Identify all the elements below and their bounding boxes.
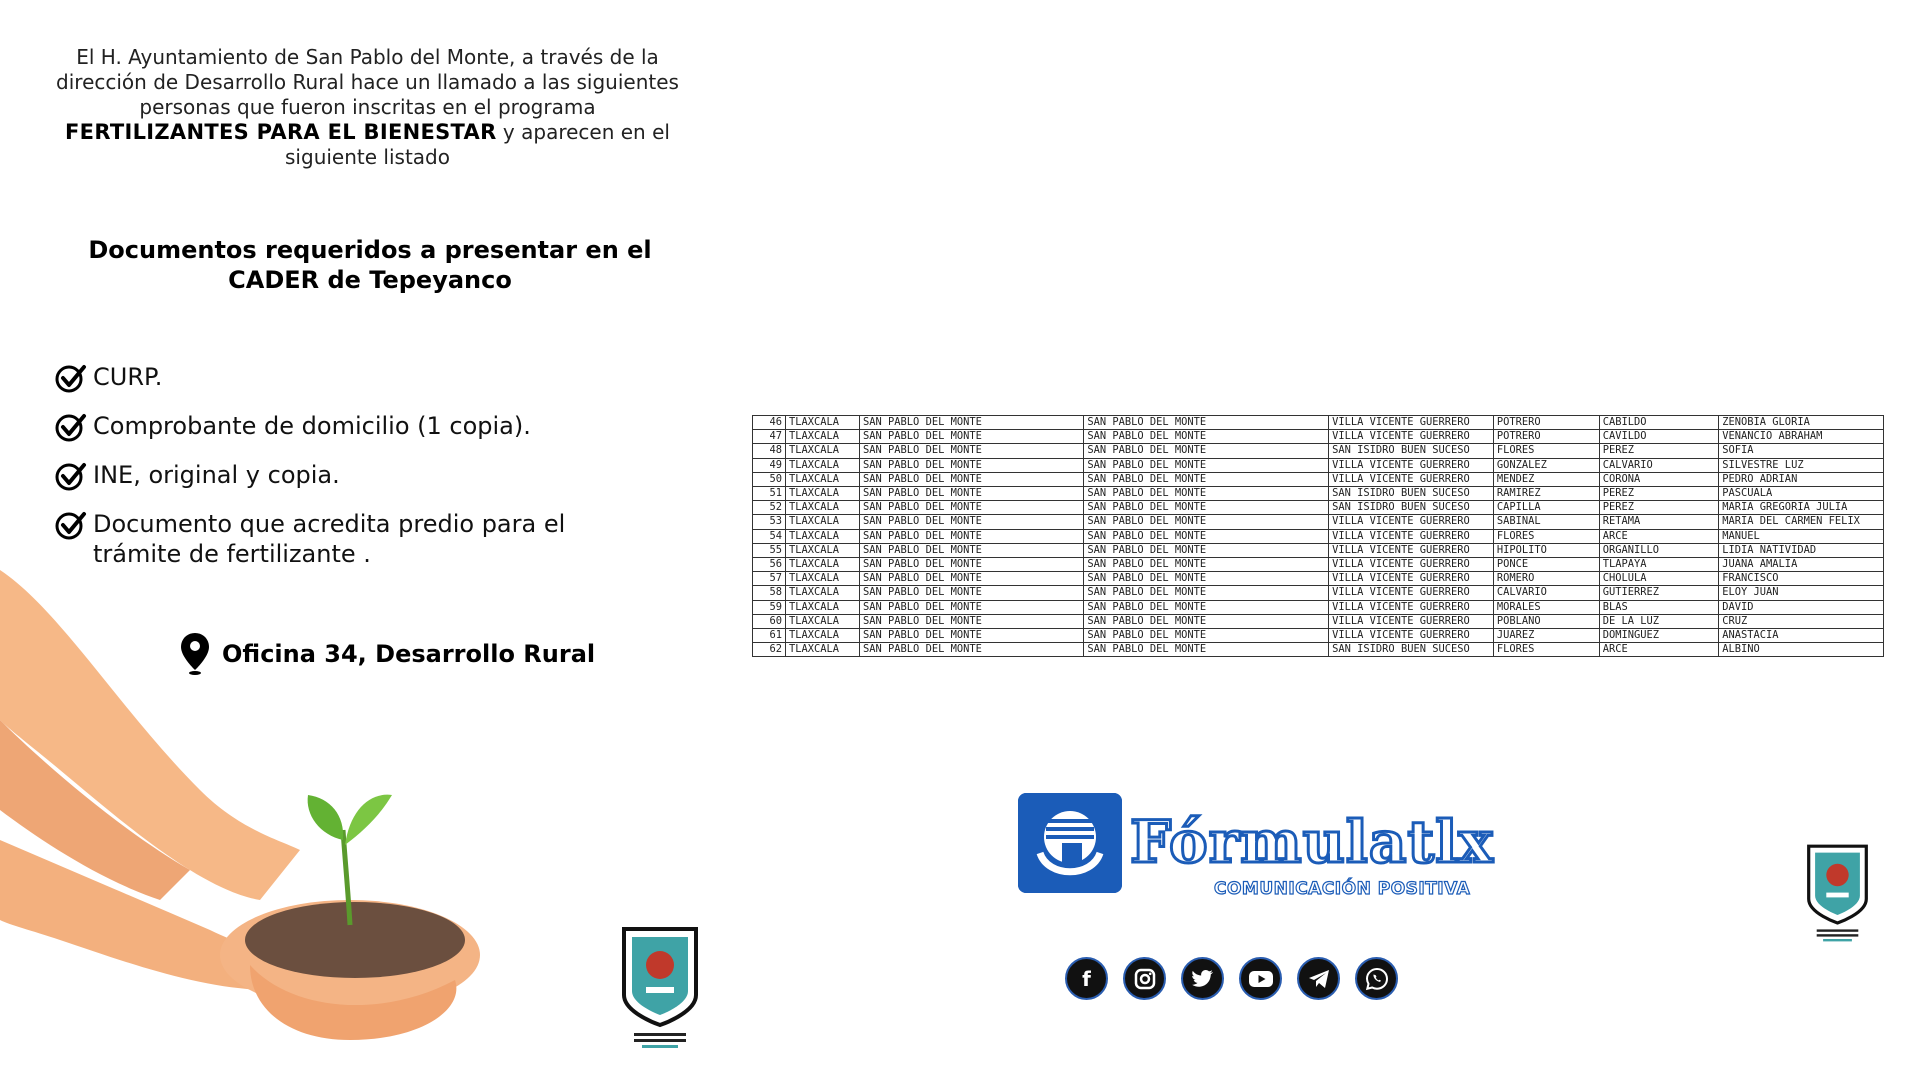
program-name: FERTILIZANTES PARA EL BIENESTAR xyxy=(65,120,497,144)
table-row xyxy=(753,430,1884,444)
table-cell: ARCE xyxy=(1599,529,1719,543)
table-cell: TLAXCALA xyxy=(786,416,860,430)
table-cell: SAN PABLO DEL MONTE xyxy=(1084,529,1329,543)
table-cell: FLORES xyxy=(1493,529,1599,543)
table-cell: 50 xyxy=(753,472,786,486)
table-cell: SAN PABLO DEL MONTE xyxy=(860,515,1084,529)
table-cell: VILLA VICENTE GUERRERO xyxy=(1329,472,1494,486)
table-cell: TLAXCALA xyxy=(786,444,860,458)
table-cell: GUTIERREZ xyxy=(1599,586,1719,600)
table-cell: JUANA AMALIA xyxy=(1719,558,1884,572)
requirement-item xyxy=(55,509,615,569)
documents-title xyxy=(85,235,655,295)
requirement-text: CURP. xyxy=(93,363,163,391)
table-cell: POTRERO xyxy=(1493,416,1599,430)
table-row xyxy=(753,629,1884,643)
table-cell: FLORES xyxy=(1493,643,1599,657)
checkmark-icon xyxy=(55,362,87,394)
table-cell: SAN PABLO DEL MONTE xyxy=(1084,600,1329,614)
table-cell: CRUZ xyxy=(1719,614,1884,628)
table-cell: ELOY JUAN xyxy=(1719,586,1884,600)
table-cell: SAN PABLO DEL MONTE xyxy=(860,430,1084,444)
table-cell: TLAXCALA xyxy=(786,430,860,444)
table-cell: SAN ISIDRO BUEN SUCESO xyxy=(1329,643,1494,657)
table-row xyxy=(753,586,1884,600)
table-cell: CORONA xyxy=(1599,472,1719,486)
table-cell: SAN PABLO DEL MONTE xyxy=(860,643,1084,657)
table-cell: CALVARIO xyxy=(1599,458,1719,472)
table-cell: VILLA VICENTE GUERRERO xyxy=(1329,629,1494,643)
table-cell: 51 xyxy=(753,487,786,501)
table-cell: 56 xyxy=(753,558,786,572)
facebook-icon[interactable]: f xyxy=(1065,957,1108,1000)
table-cell: 49 xyxy=(753,458,786,472)
table-cell: SAN PABLO DEL MONTE xyxy=(1084,501,1329,515)
checkmark-icon xyxy=(55,509,87,541)
table-cell: ANASTACIA xyxy=(1719,629,1884,643)
documents-title-line-2: CADER de Tepeyanco xyxy=(228,266,512,294)
table-cell: JUAREZ xyxy=(1493,629,1599,643)
table-cell: RETAMA xyxy=(1599,515,1719,529)
table-row xyxy=(753,458,1884,472)
table-cell: SILVESTRE LUZ xyxy=(1719,458,1884,472)
table-cell: 48 xyxy=(753,444,786,458)
table-cell: VILLA VICENTE GUERRERO xyxy=(1329,558,1494,572)
table-cell: PASCUALA xyxy=(1719,487,1884,501)
table-cell: SAN PABLO DEL MONTE xyxy=(1084,515,1329,529)
table-cell: SAN PABLO DEL MONTE xyxy=(1084,430,1329,444)
table-cell: SAN PABLO DEL MONTE xyxy=(1084,472,1329,486)
twitter-icon[interactable] xyxy=(1181,957,1224,1000)
table-cell: VILLA VICENTE GUERRERO xyxy=(1329,543,1494,557)
table-cell: TLAXCALA xyxy=(786,643,860,657)
table-cell: FLORES xyxy=(1493,444,1599,458)
table-cell: ZENOBIA GLORIA xyxy=(1719,416,1884,430)
table-row xyxy=(753,543,1884,557)
requirements-list xyxy=(55,362,615,586)
table-cell: CHOLULA xyxy=(1599,572,1719,586)
table-cell: SAN PABLO DEL MONTE xyxy=(860,572,1084,586)
checkmark-icon xyxy=(55,411,87,443)
table-cell: VILLA VICENTE GUERRERO xyxy=(1329,614,1494,628)
table-row xyxy=(753,600,1884,614)
beneficiary-table xyxy=(752,415,1884,675)
table-cell: CAPILLA xyxy=(1493,501,1599,515)
table-cell: ORGANILLO xyxy=(1599,543,1719,557)
table-cell: SAN PABLO DEL MONTE xyxy=(1084,458,1329,472)
table-cell: MARIA DEL CARMEN FELIX xyxy=(1719,515,1884,529)
formulatlx-logo-icon xyxy=(1018,793,1122,893)
table-row xyxy=(753,643,1884,657)
table-cell: VILLA VICENTE GUERRERO xyxy=(1329,430,1494,444)
table-cell: TLAXCALA xyxy=(786,515,860,529)
table-cell: SAN PABLO DEL MONTE xyxy=(1084,416,1329,430)
office-text: Oficina 34, Desarrollo Rural xyxy=(222,640,596,668)
table-cell: CABILDO xyxy=(1599,416,1719,430)
table-cell: 59 xyxy=(753,600,786,614)
table-cell: SAN PABLO DEL MONTE xyxy=(860,629,1084,643)
table-cell: 58 xyxy=(753,586,786,600)
table-cell: ARCE xyxy=(1599,643,1719,657)
table-cell: PEREZ xyxy=(1599,487,1719,501)
table-cell: VILLA VICENTE GUERRERO xyxy=(1329,600,1494,614)
table-row xyxy=(753,416,1884,430)
table-cell: ROMERO xyxy=(1493,572,1599,586)
formulatlx-brand xyxy=(1018,793,1494,903)
table-cell: TLAXCALA xyxy=(786,586,860,600)
table-cell: SAN ISIDRO BUEN SUCESO xyxy=(1329,501,1494,515)
table-row xyxy=(753,501,1884,515)
table-cell: 52 xyxy=(753,501,786,515)
table-cell: CALVARIO xyxy=(1493,586,1599,600)
table-cell: 57 xyxy=(753,572,786,586)
table-cell: TLAXCALA xyxy=(786,543,860,557)
table-cell: CAVILDO xyxy=(1599,430,1719,444)
requirement-text: INE, original y copia. xyxy=(93,461,340,489)
table-cell: 55 xyxy=(753,543,786,557)
table-cell: TLAXCALA xyxy=(786,614,860,628)
table-cell: SAN PABLO DEL MONTE xyxy=(860,529,1084,543)
requirement-item xyxy=(55,460,615,492)
table-cell: 53 xyxy=(753,515,786,529)
requirement-item xyxy=(55,411,615,443)
youtube-icon[interactable] xyxy=(1239,957,1282,1000)
roster-body xyxy=(753,416,1884,657)
table-cell: VILLA VICENTE GUERRERO xyxy=(1329,515,1494,529)
table-cell: TLAXCALA xyxy=(786,501,860,515)
table-cell: HIPOLITO xyxy=(1493,543,1599,557)
table-cell: FRANCISCO xyxy=(1719,572,1884,586)
intro-paragraph xyxy=(40,45,695,170)
table-cell: DE LA LUZ xyxy=(1599,614,1719,628)
table-cell: SAN PABLO DEL MONTE xyxy=(860,501,1084,515)
table-cell: 54 xyxy=(753,529,786,543)
table-cell: MORALES xyxy=(1493,600,1599,614)
table-cell: VILLA VICENTE GUERRERO xyxy=(1329,572,1494,586)
table-cell: SAN PABLO DEL MONTE xyxy=(1084,543,1329,557)
table-cell: PONCE xyxy=(1493,558,1599,572)
table-row xyxy=(753,472,1884,486)
table-cell: SAN ISIDRO BUEN SUCESO xyxy=(1329,487,1494,501)
table-row xyxy=(753,558,1884,572)
municipal-seal-logo xyxy=(1805,843,1870,943)
table-cell: TLAXCALA xyxy=(786,600,860,614)
table-row xyxy=(753,487,1884,501)
table-cell: TLAXCALA xyxy=(786,472,860,486)
table-cell: GONZALEZ xyxy=(1493,458,1599,472)
table-cell: VENANCIO ABRAHAM xyxy=(1719,430,1884,444)
table-cell: SAN PABLO DEL MONTE xyxy=(860,543,1084,557)
table-cell: 62 xyxy=(753,643,786,657)
table-cell: SAN PABLO DEL MONTE xyxy=(860,472,1084,486)
whatsapp-icon[interactable] xyxy=(1355,957,1398,1000)
intro-line-5: siguiente listado xyxy=(285,145,450,169)
table-row xyxy=(753,614,1884,628)
table-cell: TLAXCALA xyxy=(786,458,860,472)
table-cell: SAN ISIDRO BUEN SUCESO xyxy=(1329,444,1494,458)
table-cell: SAN PABLO DEL MONTE xyxy=(860,614,1084,628)
table-cell: RAMIREZ xyxy=(1493,487,1599,501)
table-cell: VILLA VICENTE GUERRERO xyxy=(1329,458,1494,472)
table-row xyxy=(753,572,1884,586)
telegram-icon[interactable] xyxy=(1297,957,1340,1000)
table-cell: LIDIA NATIVIDAD xyxy=(1719,543,1884,557)
table-cell: PEDRO ADRIAN xyxy=(1719,472,1884,486)
table-cell: PEREZ xyxy=(1599,501,1719,515)
table-row xyxy=(753,444,1884,458)
table-cell: SAN PABLO DEL MONTE xyxy=(1084,558,1329,572)
table-cell: SAN PABLO DEL MONTE xyxy=(1084,643,1329,657)
table-cell: SAN PABLO DEL MONTE xyxy=(860,600,1084,614)
table-cell: MENDEZ xyxy=(1493,472,1599,486)
table-cell: MARIA GREGORIA JULIA xyxy=(1719,501,1884,515)
table-row xyxy=(753,515,1884,529)
table-cell: VILLA VICENTE GUERRERO xyxy=(1329,416,1494,430)
table-cell: SAN PABLO DEL MONTE xyxy=(860,487,1084,501)
beneficiary-roster xyxy=(752,415,1884,657)
table-cell: SAN PABLO DEL MONTE xyxy=(860,444,1084,458)
table-cell: 46 xyxy=(753,416,786,430)
table-cell: SOFIA xyxy=(1719,444,1884,458)
table-cell: 60 xyxy=(753,614,786,628)
table-cell: TLAXCALA xyxy=(786,629,860,643)
requirement-item xyxy=(55,362,615,394)
table-cell: DOMINGUEZ xyxy=(1599,629,1719,643)
table-row xyxy=(753,529,1884,543)
table-cell: POBLANO xyxy=(1493,614,1599,628)
table-cell: 47 xyxy=(753,430,786,444)
table-cell: SAN PABLO DEL MONTE xyxy=(1084,444,1329,458)
table-cell: SAN PABLO DEL MONTE xyxy=(860,558,1084,572)
requirement-text: Comprobante de domicilio (1 copia). xyxy=(93,412,531,440)
table-cell: SAN PABLO DEL MONTE xyxy=(860,416,1084,430)
documents-title-line-1: Documentos requeridos a presentar en el xyxy=(88,236,652,264)
requirement-text: Documento que acredita predio para el trámite de fertilizante . xyxy=(93,510,566,568)
table-cell: SAN PABLO DEL MONTE xyxy=(860,586,1084,600)
table-cell: SAN PABLO DEL MONTE xyxy=(1084,572,1329,586)
social-icons xyxy=(1065,957,1398,1000)
table-cell: PEREZ xyxy=(1599,444,1719,458)
table-cell: DAVID xyxy=(1719,600,1884,614)
table-cell: ALBINO xyxy=(1719,643,1884,657)
table-cell: SAN PABLO DEL MONTE xyxy=(1084,629,1329,643)
brand-tagline: COMUNICACIÓN POSITIVA xyxy=(1214,879,1471,899)
table-cell: SAN PABLO DEL MONTE xyxy=(860,458,1084,472)
table-cell: TLAXCALA xyxy=(786,558,860,572)
table-cell: 61 xyxy=(753,629,786,643)
table-cell: TLAXCALA xyxy=(786,572,860,586)
intro-line-1: El H. Ayuntamiento de San Pablo del Monte, a través de la xyxy=(76,45,659,69)
table-cell: POTRERO xyxy=(1493,430,1599,444)
municipal-seal-logo xyxy=(620,925,700,1050)
table-cell: TLAPAYA xyxy=(1599,558,1719,572)
table-cell: TLAXCALA xyxy=(786,487,860,501)
table-cell: VILLA VICENTE GUERRERO xyxy=(1329,529,1494,543)
table-cell: SAN PABLO DEL MONTE xyxy=(1084,614,1329,628)
checkmark-icon xyxy=(55,460,87,492)
intro-line-4-rest: y aparecen en el xyxy=(496,120,670,144)
table-cell: VILLA VICENTE GUERRERO xyxy=(1329,586,1494,600)
table-cell: SAN PABLO DEL MONTE xyxy=(1084,487,1329,501)
table-cell: SAN PABLO DEL MONTE xyxy=(1084,586,1329,600)
table-cell: TLAXCALA xyxy=(786,529,860,543)
intro-line-3: personas que fueron inscritas en el programa xyxy=(139,95,596,119)
table-cell: SABINAL xyxy=(1493,515,1599,529)
instagram-icon[interactable] xyxy=(1123,957,1166,1000)
table-cell: MANUEL xyxy=(1719,529,1884,543)
brand-name: Fórmulatlx xyxy=(1130,808,1494,876)
intro-line-4 xyxy=(40,120,695,145)
table-cell: BLAS xyxy=(1599,600,1719,614)
hands-plant-illustration xyxy=(0,570,480,1079)
intro-line-2: dirección de Desarrollo Rural hace un llamado a las siguientes xyxy=(56,70,679,94)
